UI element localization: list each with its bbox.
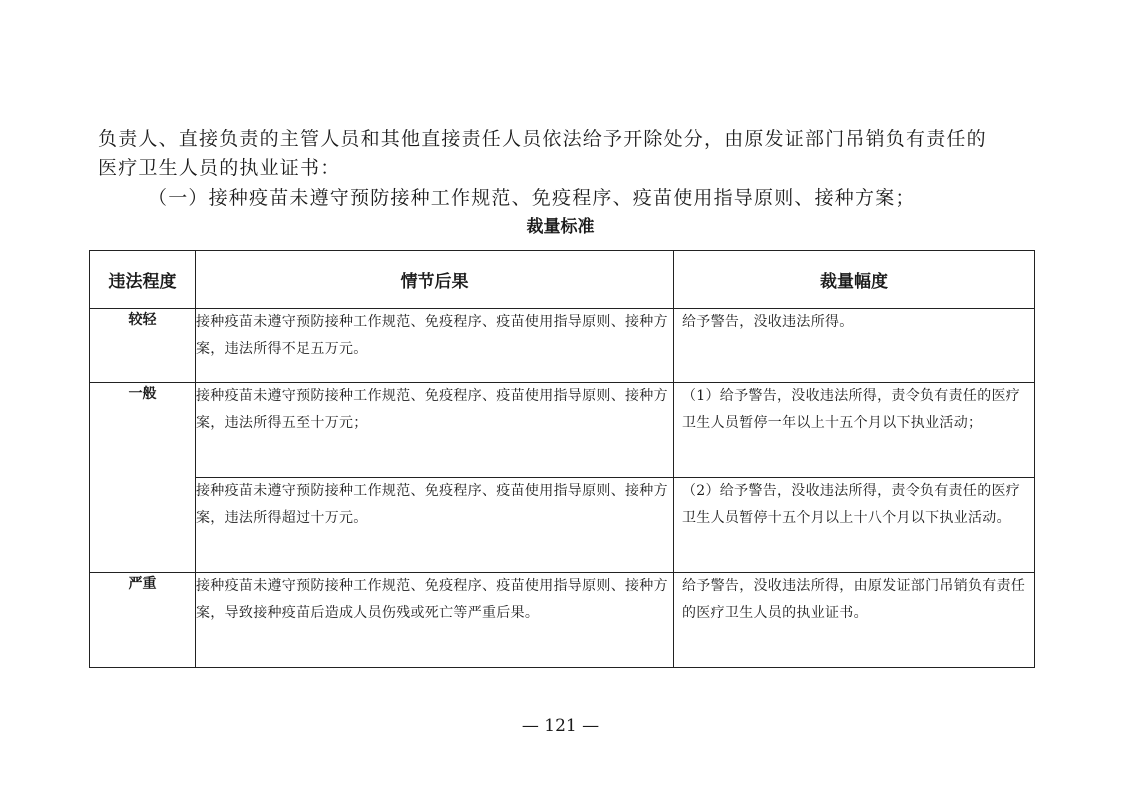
table-caption: 裁量标准 — [526, 217, 595, 237]
table-header-row — [90, 251, 1035, 309]
table-row — [90, 478, 1035, 573]
page-number: — 121 — — [521, 716, 600, 736]
penalty-cell: 给予警告，没收违法所得，由原发证部门吊销负有责任的医疗卫生人员的执业证书。 — [674, 573, 1035, 668]
circumstance-cell: 接种疫苗未遵守预防接种工作规范、免疫程序、疫苗使用指导原则、接种方案，违法所得五至十万元； — [196, 383, 674, 478]
intro-line-1: 负责人、直接负责的主管人员和其他直接责任人员依法给予开除处分，由原发证部门吊销负有责任的 — [98, 128, 987, 150]
header-circumstance: 情节后果 — [196, 251, 674, 309]
table-row — [90, 573, 1035, 668]
circumstance-cell: 接种疫苗未遵守预防接种工作规范、免疫程序、疫苗使用指导原则、接种方案，违法所得不足五万元。 — [196, 309, 674, 383]
level-cell: 一般 — [90, 383, 196, 573]
intro-line-2: 医疗卫生人员的执业证书： — [98, 157, 341, 179]
table-row — [90, 309, 1035, 383]
circumstance-cell: 接种疫苗未遵守预防接种工作规范、免疫程序、疫苗使用指导原则、接种方案，导致接种疫苗后造成人员伤残或死亡等严重后果。 — [196, 573, 674, 668]
level-cell: 严重 — [90, 573, 196, 668]
level-cell: 较轻 — [90, 309, 196, 383]
intro-line-3: （一）接种疫苗未遵守预防接种工作规范、免疫程序、疫苗使用指导原则、接种方案； — [148, 187, 916, 209]
penalty-cell: 给予警告，没收违法所得。 — [674, 309, 1035, 383]
header-violation-level: 违法程度 — [90, 251, 196, 309]
penalty-cell: （2）给予警告，没收违法所得，责令负有责任的医疗卫生人员暂停十五个月以上十八个月以下执业活动。 — [674, 478, 1035, 573]
circumstance-cell: 接种疫苗未遵守预防接种工作规范、免疫程序、疫苗使用指导原则、接种方案，违法所得超过十万元。 — [196, 478, 674, 573]
penalty-cell: （1）给予警告，没收违法所得，责令负有责任的医疗卫生人员暂停一年以上十五个月以下执业活动； — [674, 383, 1035, 478]
header-penalty-range: 裁量幅度 — [674, 251, 1035, 309]
penalty-standard-table — [89, 250, 1035, 668]
table-row — [90, 383, 1035, 478]
